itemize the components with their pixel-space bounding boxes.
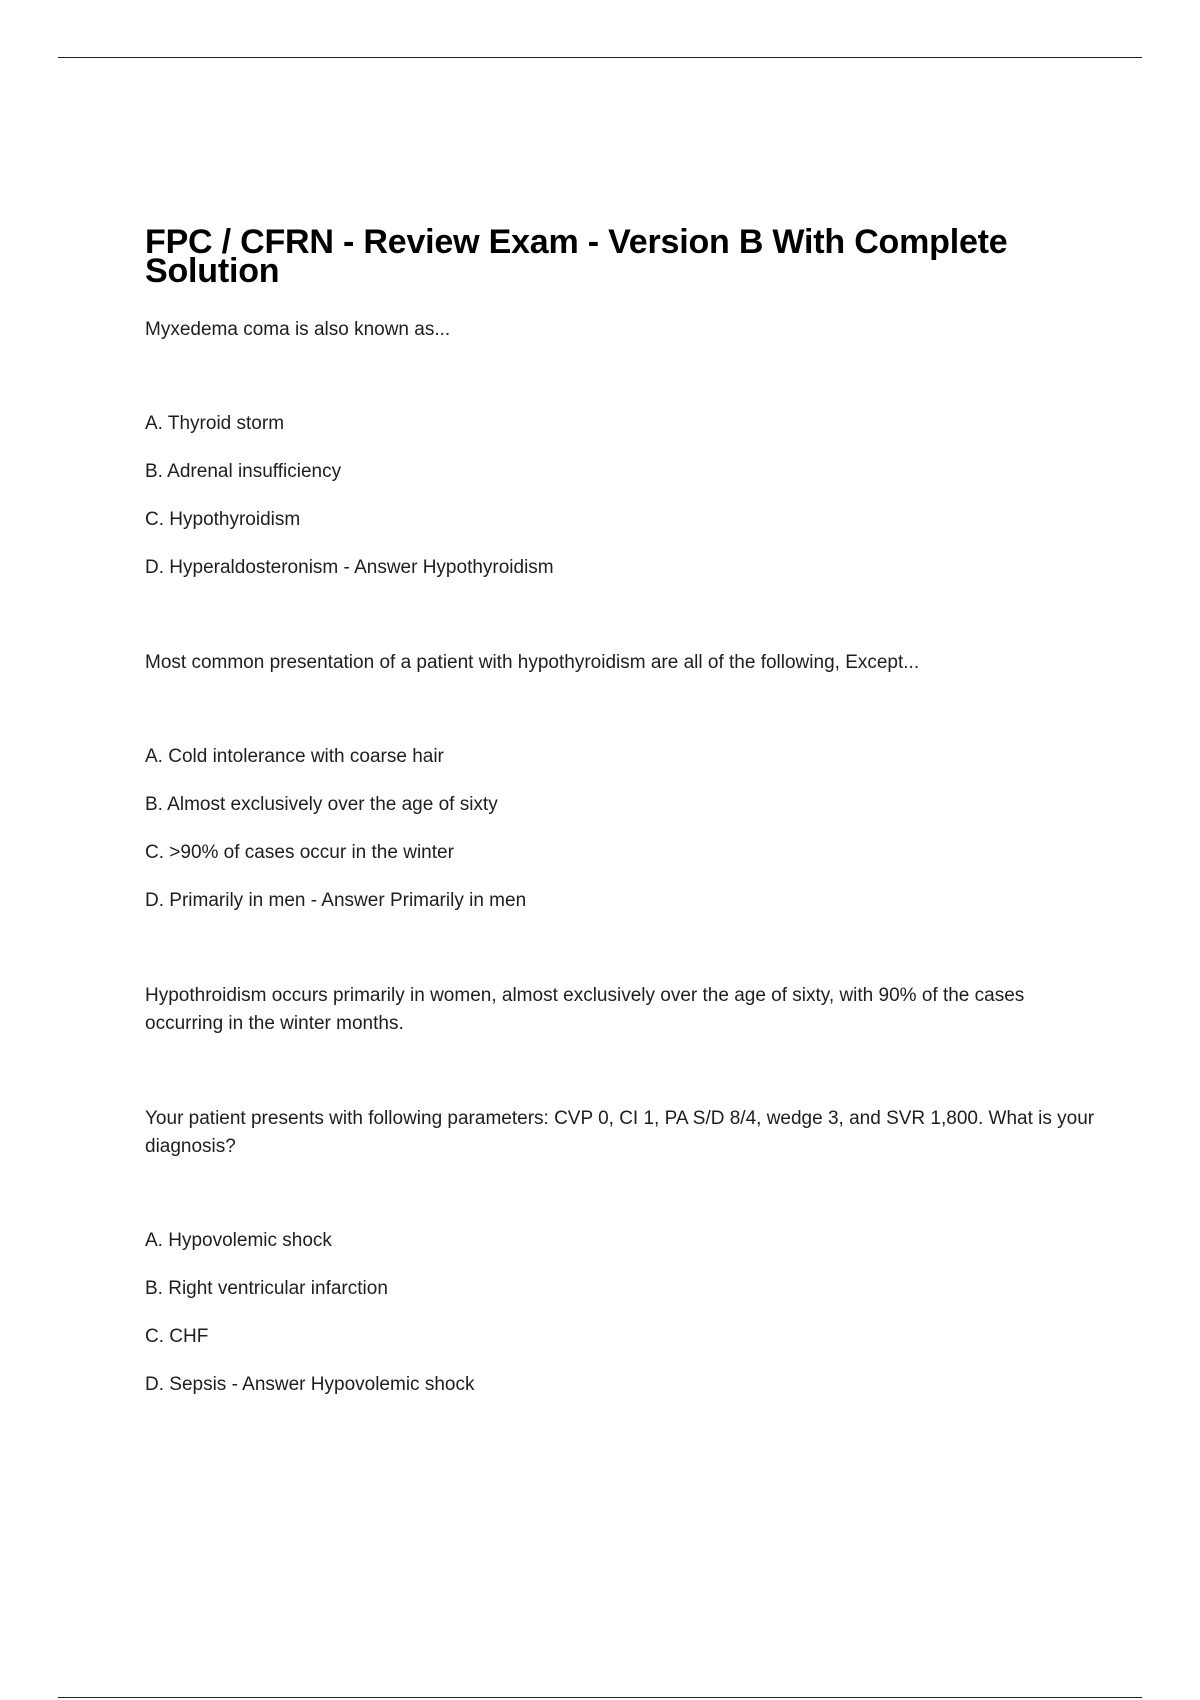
answer-option: A. Cold intolerance with coarse hair <box>145 746 444 767</box>
answer-option: B. Right ventricular infarction <box>145 1278 388 1299</box>
header-rule <box>58 57 1142 58</box>
question-prompt: Most common presentation of a patient with hypothyroidism are all of the following, Except... <box>145 652 920 673</box>
answer-option: A. Thyroid storm <box>145 413 285 434</box>
document-body <box>145 223 1095 1419</box>
answer-option: A. Hypovolemic shock <box>145 1230 332 1251</box>
answer-option: D. Sepsis - Answer Hypovolemic shock <box>145 1374 475 1395</box>
answer-explanation: Hypothroidism occurs primarily in women, almost exclusively over the age of sixty, with 90% of the cases occurring in the winter months. <box>145 985 1025 1034</box>
document-title: FPC / CFRN - Review Exam - Version B With Complete Solution <box>145 223 1008 290</box>
answer-option: C. >90% of cases occur in the winter <box>145 842 454 863</box>
question-prompt: Your patient presents with following parameters: CVP 0, CI 1, PA S/D 8/4, wedge 3, and SVR 1,800. What is your diagnosis? <box>145 1108 1095 1157</box>
question-prompt: Myxedema coma is also known as... <box>145 319 451 340</box>
answer-option: D. Primarily in men - Answer Primarily in men <box>145 890 527 911</box>
answer-option: D. Hyperaldosteronism - Answer Hypothyroidism <box>145 557 554 578</box>
answer-option: B. Adrenal insufficiency <box>145 461 342 482</box>
answer-option: C. CHF <box>145 1326 209 1347</box>
footer-rule <box>58 1697 1142 1698</box>
answer-option: C. Hypothyroidism <box>145 509 301 530</box>
answer-option: B. Almost exclusively over the age of sixty <box>145 794 498 815</box>
